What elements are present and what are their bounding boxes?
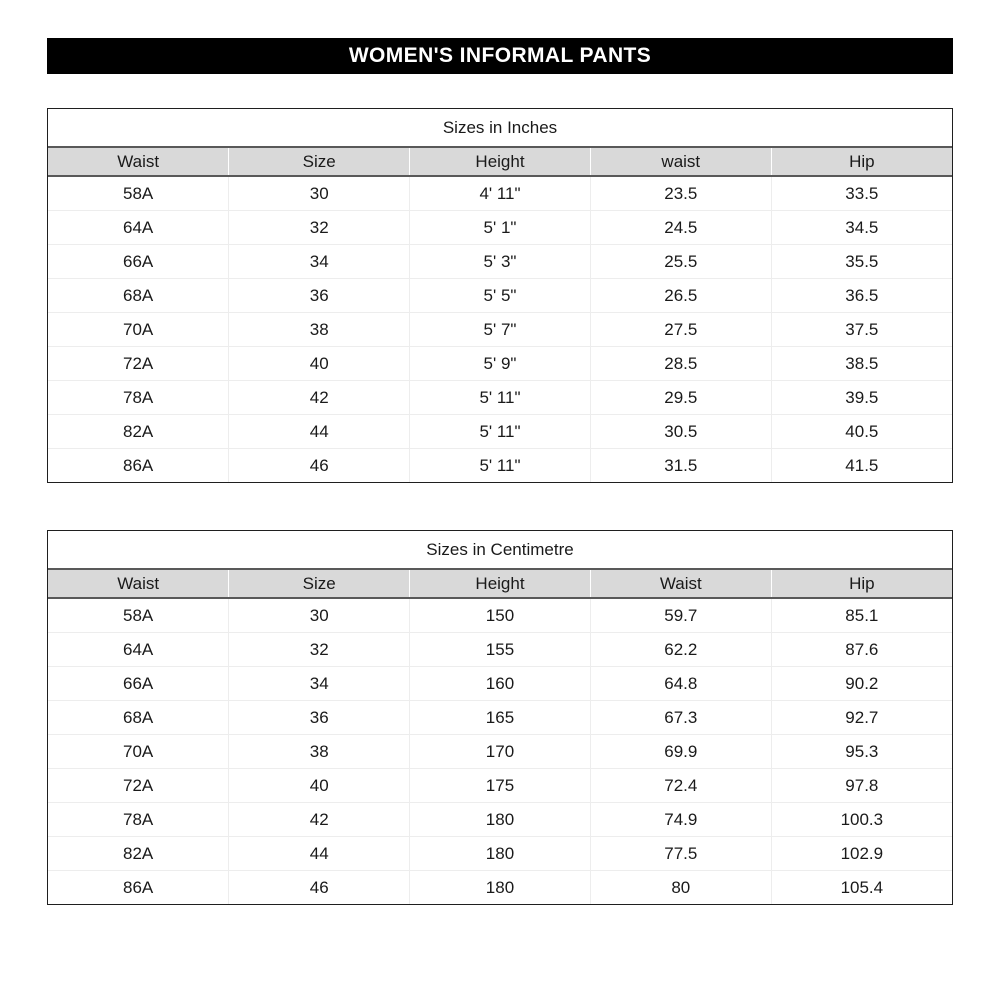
table-cell: 46 xyxy=(229,449,410,483)
table-cell: 82A xyxy=(48,415,229,449)
table-cell: 36.5 xyxy=(771,279,952,313)
table-cell: 29.5 xyxy=(590,381,771,415)
table-cell: 59.7 xyxy=(590,598,771,633)
table-cell: 62.2 xyxy=(590,633,771,667)
table-cell: 80 xyxy=(590,871,771,905)
table-cell: 67.3 xyxy=(590,701,771,735)
table-row xyxy=(48,176,952,211)
table-cell: 77.5 xyxy=(590,837,771,871)
column-header: Hip xyxy=(771,147,952,176)
table-cell: 33.5 xyxy=(771,176,952,211)
table-row xyxy=(48,415,952,449)
table-cell: 40 xyxy=(229,347,410,381)
table-cell: 68A xyxy=(48,279,229,313)
table-cell: 155 xyxy=(410,633,591,667)
table-cell: 38 xyxy=(229,735,410,769)
page-title: WOMEN'S INFORMAL PANTS xyxy=(348,44,652,67)
table-row xyxy=(48,871,952,905)
header-row xyxy=(48,569,952,598)
table-cell: 85.1 xyxy=(771,598,952,633)
table-cell: 44 xyxy=(229,837,410,871)
table-row xyxy=(48,803,952,837)
table-cell: 180 xyxy=(410,837,591,871)
table-row xyxy=(48,837,952,871)
table-row xyxy=(48,313,952,347)
table-cell: 5' 5" xyxy=(410,279,591,313)
table-cell: 70A xyxy=(48,735,229,769)
inches-size-table xyxy=(48,146,952,482)
column-header: waist xyxy=(590,147,771,176)
table-cell: 165 xyxy=(410,701,591,735)
table-cell: 5' 9" xyxy=(410,347,591,381)
table-cell: 160 xyxy=(410,667,591,701)
table-cell: 28.5 xyxy=(590,347,771,381)
table-cell: 34 xyxy=(229,667,410,701)
table-cell: 82A xyxy=(48,837,229,871)
table-cell: 4' 11" xyxy=(410,176,591,211)
table-cell: 30 xyxy=(229,176,410,211)
centimetre-table-section xyxy=(47,530,953,905)
table-cell: 24.5 xyxy=(590,211,771,245)
table-cell: 92.7 xyxy=(771,701,952,735)
column-header: Hip xyxy=(771,569,952,598)
table-cell: 78A xyxy=(48,803,229,837)
table-cell: 72A xyxy=(48,769,229,803)
table-cell: 97.8 xyxy=(771,769,952,803)
table-cell: 38.5 xyxy=(771,347,952,381)
table-row xyxy=(48,598,952,633)
page-title-bar xyxy=(47,38,953,74)
table-cell: 86A xyxy=(48,871,229,905)
table-cell: 95.3 xyxy=(771,735,952,769)
table-cell: 23.5 xyxy=(590,176,771,211)
column-header: Waist xyxy=(590,569,771,598)
table-row xyxy=(48,667,952,701)
table-cell: 5' 11" xyxy=(410,449,591,483)
centimetre-table-caption: Sizes in Centimetre xyxy=(426,539,574,559)
table-cell: 180 xyxy=(410,803,591,837)
table-row xyxy=(48,633,952,667)
table-row xyxy=(48,769,952,803)
table-cell: 35.5 xyxy=(771,245,952,279)
table-cell: 42 xyxy=(229,381,410,415)
table-row xyxy=(48,381,952,415)
table-cell: 32 xyxy=(229,211,410,245)
table-cell: 58A xyxy=(123,183,154,203)
table-cell: 5' 3" xyxy=(410,245,591,279)
table-row xyxy=(48,347,952,381)
table-cell: 70A xyxy=(48,313,229,347)
table-cell: 72A xyxy=(48,347,229,381)
table-cell: 69.9 xyxy=(590,735,771,769)
table-cell: 30.5 xyxy=(590,415,771,449)
column-header: Size xyxy=(229,147,410,176)
table-cell: 31.5 xyxy=(590,449,771,483)
table-cell: 32 xyxy=(229,633,410,667)
table-cell: 66A xyxy=(48,245,229,279)
table-cell: 46 xyxy=(229,871,410,905)
table-cell: 58A xyxy=(123,605,154,625)
table-cell: 180 xyxy=(410,871,591,905)
table-cell: 87.6 xyxy=(771,633,952,667)
column-header: Size xyxy=(229,569,410,598)
table-cell: 150 xyxy=(410,598,591,633)
table-cell: 64A xyxy=(48,211,229,245)
table-row xyxy=(48,245,952,279)
table-cell: 72.4 xyxy=(590,769,771,803)
table-cell: 41.5 xyxy=(771,449,952,483)
table-cell: 40.5 xyxy=(771,415,952,449)
table-cell: 40 xyxy=(229,769,410,803)
table-cell: 39.5 xyxy=(771,381,952,415)
table-cell: 78A xyxy=(48,381,229,415)
table-cell: 38 xyxy=(229,313,410,347)
table-cell: 66A xyxy=(48,667,229,701)
table-cell: 86A xyxy=(48,449,229,483)
table-row xyxy=(48,279,952,313)
table-cell: 5' 7" xyxy=(410,313,591,347)
table-cell: 175 xyxy=(410,769,591,803)
table-cell: 5' 11" xyxy=(410,381,591,415)
table-cell: 90.2 xyxy=(771,667,952,701)
table-cell: 68A xyxy=(48,701,229,735)
table-cell: 36 xyxy=(229,701,410,735)
table-cell: 44 xyxy=(229,415,410,449)
table-row xyxy=(48,735,952,769)
content-area xyxy=(0,38,1000,905)
header-row xyxy=(48,147,952,176)
table-row xyxy=(48,701,952,735)
table-cell: 34.5 xyxy=(771,211,952,245)
table-cell: 74.9 xyxy=(590,803,771,837)
column-header: Waist xyxy=(48,147,229,176)
table-cell: 100.3 xyxy=(771,803,952,837)
table-row xyxy=(48,211,952,245)
centimetre-size-table xyxy=(48,568,952,904)
table-cell: 64A xyxy=(48,633,229,667)
inches-table-section xyxy=(47,108,953,483)
table-cell: 36 xyxy=(229,279,410,313)
table-row xyxy=(48,449,952,483)
table-cell: 5' 1" xyxy=(410,211,591,245)
table-cell: 64.8 xyxy=(590,667,771,701)
table-cell: 25.5 xyxy=(590,245,771,279)
table-cell: 27.5 xyxy=(590,313,771,347)
table-cell: 42 xyxy=(229,803,410,837)
table-cell: 170 xyxy=(410,735,591,769)
column-header: Height xyxy=(410,569,591,598)
table-cell: 37.5 xyxy=(771,313,952,347)
table-cell: 105.4 xyxy=(771,871,952,905)
table-cell: 30 xyxy=(229,598,410,633)
table-cell: 34 xyxy=(229,245,410,279)
column-header: Waist xyxy=(48,569,229,598)
column-header: Height xyxy=(410,147,591,176)
table-cell: 26.5 xyxy=(590,279,771,313)
table-cell: 102.9 xyxy=(771,837,952,871)
inches-table-caption: Sizes in Inches xyxy=(442,117,558,137)
table-cell: 5' 11" xyxy=(410,415,591,449)
